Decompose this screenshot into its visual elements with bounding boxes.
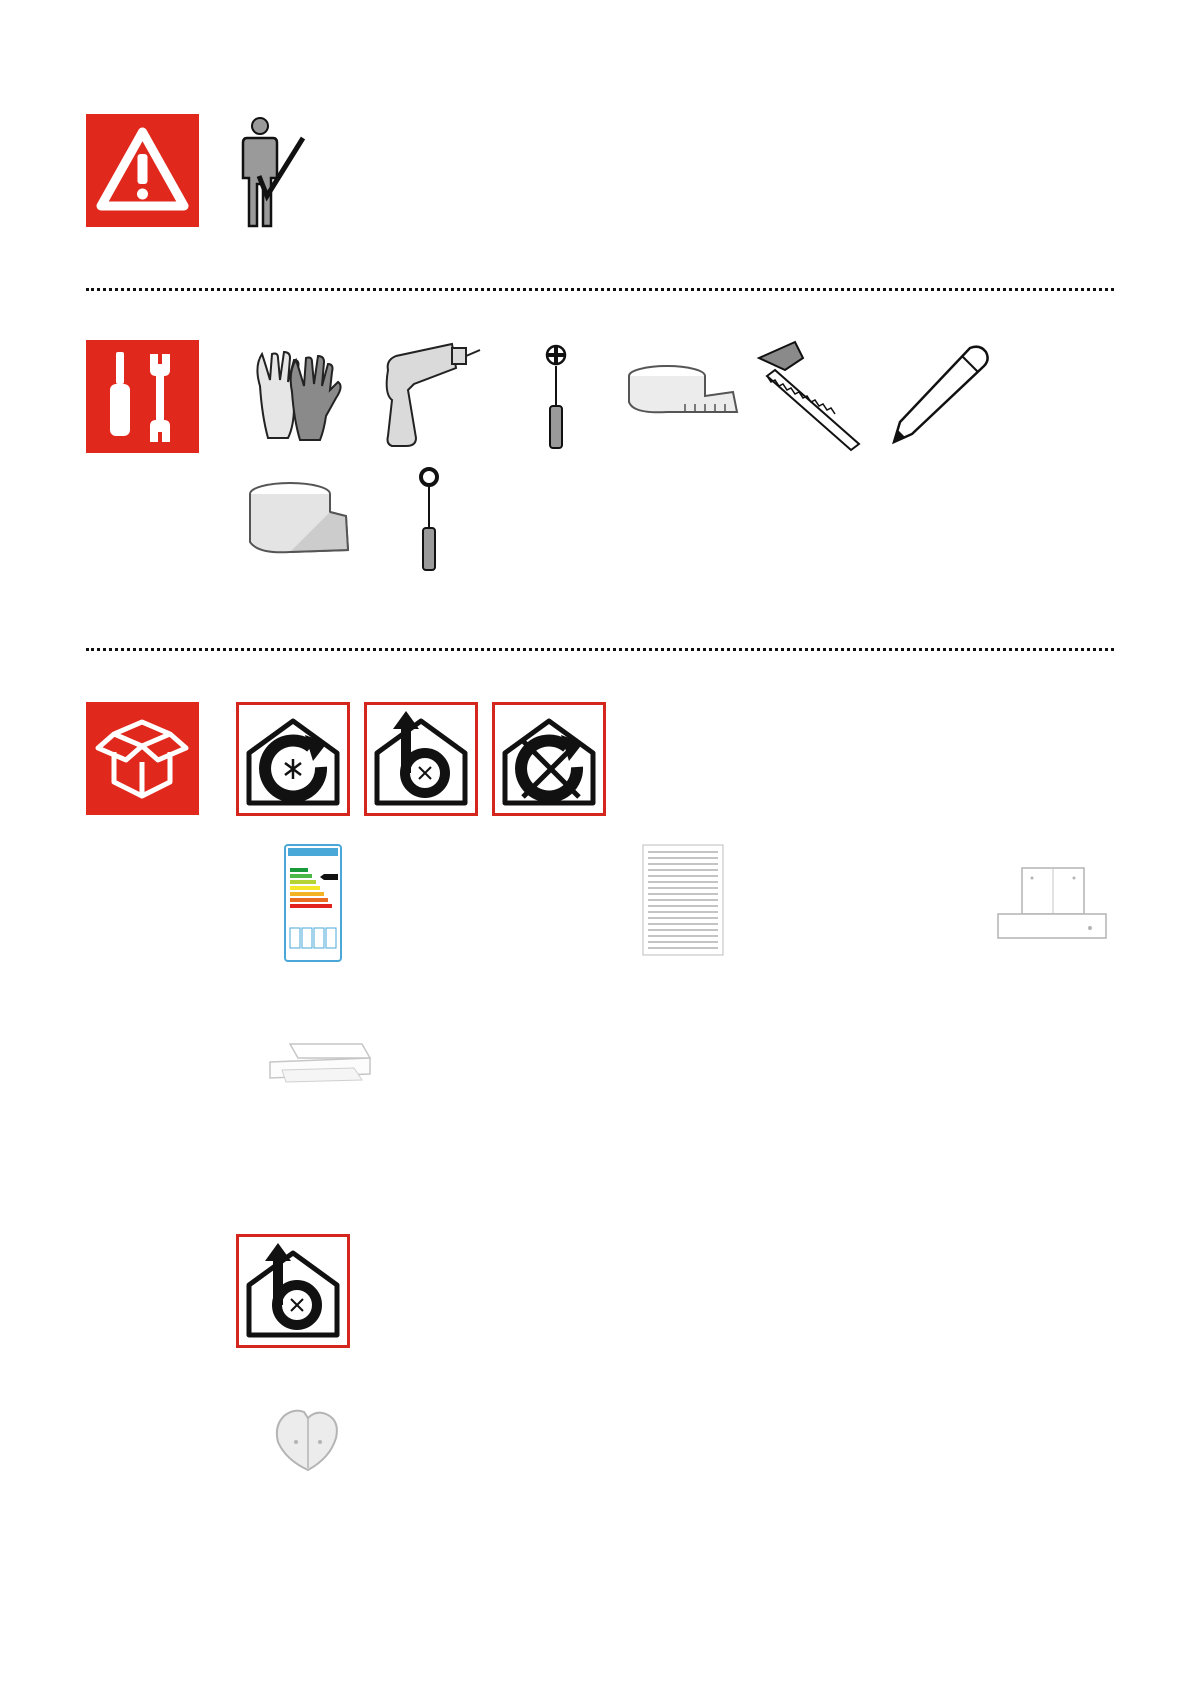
hood-unit-icon [268,1040,372,1093]
drill-icon [382,340,482,452]
recirculation-mode-box [236,702,350,816]
extraction-mode-box [364,702,478,816]
adhesive-tape-icon [248,480,352,560]
pencil-icon [888,342,992,446]
instruction-leaflet-icon [642,844,724,961]
energy-label-icon [284,844,342,967]
phillips-screwdriver-icon [541,344,571,450]
recirculation-mode-icon [239,705,347,813]
flat-screwdriver-icon [414,466,444,572]
measuring-tape-icon [625,362,741,428]
section-separator [86,288,1114,291]
gloves-icon [248,346,348,446]
hood-front-view-icon [996,864,1108,947]
no-recirculation-mode-icon [495,705,603,813]
no-recirculation-mode-box [492,702,606,816]
hand-saw-icon [755,340,865,452]
package-badge [86,702,199,815]
section-separator [86,648,1114,651]
tools-badge [86,340,199,453]
extraction-mode-box-2 [236,1234,350,1348]
open-box-icon [86,702,199,815]
qualified-person-icon [233,116,308,231]
extraction-mode-icon [367,705,475,813]
warning-badge [86,114,199,227]
tools-icon [86,340,199,453]
non-return-valve-icon [274,1408,340,1477]
extraction-mode-icon [239,1237,347,1345]
warning-triangle-icon [86,114,199,227]
